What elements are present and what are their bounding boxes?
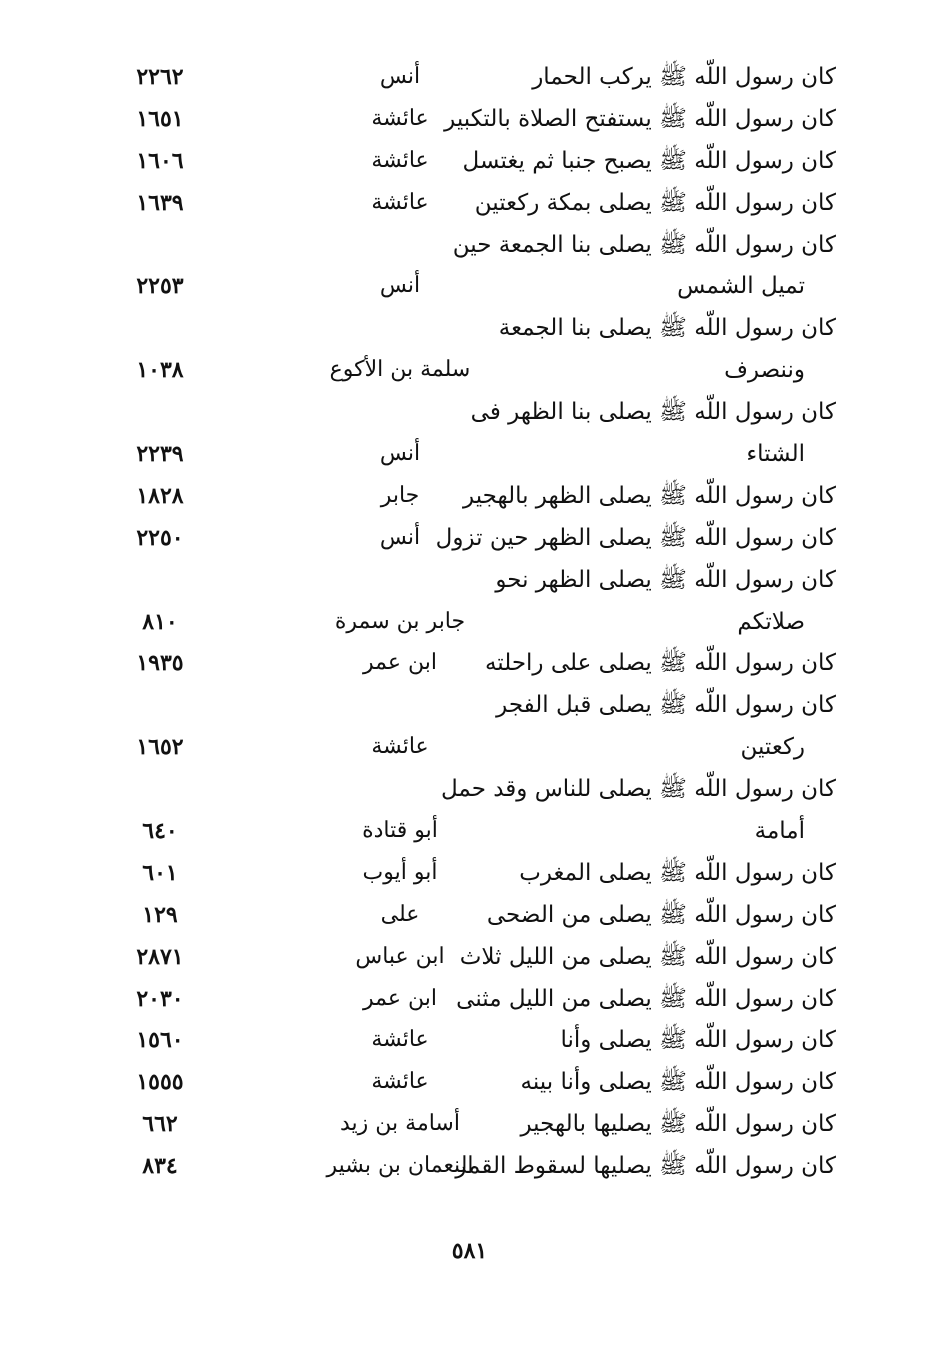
narrator: أسامة بن زيد <box>340 1111 460 1137</box>
index-row <box>0 307 939 349</box>
index-row <box>0 98 939 140</box>
narrator: عائشة <box>371 1027 429 1053</box>
page-number: ٥٨١ <box>451 1238 488 1264</box>
hadith-number: ١٦٥١ <box>136 105 184 132</box>
hadith-text: كان رسول اللّه ﷺ يصليها بالهجير <box>520 1111 836 1138</box>
hadith-number: ٨١٠ <box>142 608 178 635</box>
narrator: جابر <box>380 482 420 508</box>
hadith-text: كان رسول اللّه ﷺ يركب الحمار <box>532 64 836 90</box>
narrator: عائشة <box>371 189 429 215</box>
index-row <box>0 559 939 601</box>
index-row <box>0 1145 939 1187</box>
narrator: أنس <box>379 273 421 299</box>
hadith-text: كان رسول اللّه ﷺ يصلى من الضحى <box>486 901 836 928</box>
narrator: ابن عباس <box>355 943 445 969</box>
index-row <box>0 726 939 768</box>
index-row <box>0 852 939 894</box>
index-row <box>0 182 939 224</box>
narrator: أنس <box>379 441 421 467</box>
hadith-number: ٢٢٥٣ <box>136 273 184 300</box>
index-row <box>0 684 939 726</box>
hadith-number: ١٥٥٥ <box>136 1069 184 1096</box>
narrator: أبو قتادة <box>362 818 438 844</box>
index-row <box>0 1061 939 1103</box>
hadith-text: كان رسول اللّه ﷺ يصليها لسقوط القمر <box>455 1153 836 1180</box>
index-row <box>0 433 939 475</box>
index-row <box>0 810 939 852</box>
index-row <box>0 475 939 517</box>
hadith-number: ٦٠١ <box>142 859 178 886</box>
narrator: جابر بن سمرة <box>334 608 466 634</box>
hadith-number: ٢٢٥٠ <box>136 524 184 551</box>
index-row <box>0 391 939 433</box>
index-row <box>0 936 939 978</box>
narrator: على <box>380 901 420 927</box>
hadith-text-continuation: صلاتكم <box>737 608 805 635</box>
hadith-text-continuation: ركعتين <box>740 734 805 761</box>
narrator: أنس <box>379 64 421 89</box>
index-row <box>0 265 939 307</box>
hadith-text: كان رسول اللّه ﷺ يصلى وأنا <box>560 1027 836 1054</box>
hadith-number: ١٦٥٢ <box>136 734 184 761</box>
hadith-number: ٦٤٠ <box>142 818 178 845</box>
hadith-index-list <box>0 56 939 1187</box>
hadith-text: كان رسول اللّه ﷺ يصبح جنبا ثم يغتسل <box>462 147 836 174</box>
hadith-text: كان رسول اللّه ﷺ يصلى بنا الجمعة <box>498 315 836 342</box>
hadith-text-continuation: أمامة <box>754 818 805 845</box>
index-row <box>0 601 939 643</box>
hadith-text: كان رسول اللّه ﷺ يصلى الظهر بالهجير <box>463 482 836 509</box>
index-row <box>0 1103 939 1145</box>
hadith-number: ٢٠٣٠ <box>136 985 184 1012</box>
hadith-text: كان رسول اللّه ﷺ يصلى من الليل ثلاث <box>459 943 836 970</box>
hadith-text: كان رسول اللّه ﷺ يصلى وأنا بينه <box>520 1069 836 1096</box>
narrator: النعمان بن بشير <box>326 1153 474 1179</box>
narrator: ابن عمر <box>363 650 437 676</box>
narrator: عائشة <box>371 147 429 173</box>
hadith-number: ٢٨٧١ <box>136 943 184 970</box>
narrator: ابن عمر <box>363 985 437 1011</box>
narrator: سلمة بن الأكوع <box>329 357 471 383</box>
index-row <box>0 642 939 684</box>
hadith-number: ١٥٦٠ <box>136 1027 184 1054</box>
hadith-text: كان رسول اللّه ﷺ يصلى للناس وقد حمل <box>440 776 836 803</box>
narrator: أنس <box>379 524 421 550</box>
hadith-number: ١٠٣٨ <box>136 357 184 384</box>
hadith-text: كان رسول اللّه ﷺ يصلى الظهر نحو <box>495 566 836 593</box>
hadith-text: كان رسول اللّه ﷺ يصلى بنا الظهر فى <box>470 399 836 426</box>
hadith-number: ١٩٣٥ <box>136 650 184 677</box>
hadith-text: كان رسول اللّه ﷺ يصلى بمكة ركعتين <box>474 189 836 216</box>
hadith-text-continuation: الشتاء <box>746 441 805 468</box>
hadith-text-continuation: وننصرف <box>724 357 805 384</box>
hadith-text: كان رسول اللّه ﷺ يستفتح الصلاة بالتكبير <box>444 105 836 132</box>
index-row <box>0 349 939 391</box>
hadith-text: كان رسول اللّه ﷺ يصلى المغرب <box>519 859 836 886</box>
index-row <box>0 1019 939 1061</box>
hadith-text: كان رسول اللّه ﷺ يصلى قبل الفجر <box>496 692 836 719</box>
index-row <box>0 56 939 98</box>
narrator: عائشة <box>371 1069 429 1095</box>
index-row <box>0 768 939 810</box>
narrator: أبو أيوب <box>362 859 438 885</box>
index-row <box>0 140 939 182</box>
hadith-number: ٦٦٢ <box>142 1111 178 1138</box>
index-row <box>0 894 939 936</box>
hadith-number: ١٨٢٨ <box>136 482 184 509</box>
hadith-number: ١٢٩ <box>142 901 178 928</box>
hadith-text: كان رسول اللّه ﷺ يصلى على راحلته <box>484 650 836 677</box>
index-row <box>0 978 939 1020</box>
narrator: عائشة <box>371 105 429 131</box>
hadith-number: ١٦٣٩ <box>136 189 184 216</box>
hadith-number: ١٦٠٦ <box>136 147 184 174</box>
hadith-number: ٢٢٣٩ <box>136 441 184 468</box>
hadith-number: ٢٢٦٢ <box>136 64 184 90</box>
hadith-text: كان رسول اللّه ﷺ يصلى بنا الجمعة حين <box>452 231 836 258</box>
hadith-text-continuation: تميل الشمس <box>677 273 805 300</box>
hadith-text: كان رسول اللّه ﷺ يصلى الظهر حين تزول <box>435 524 836 551</box>
index-row <box>0 517 939 559</box>
narrator: عائشة <box>371 734 429 760</box>
hadith-text: كان رسول اللّه ﷺ يصلى من الليل مثنى <box>456 985 836 1012</box>
index-row <box>0 224 939 266</box>
hadith-number: ٨٣٤ <box>142 1153 178 1180</box>
